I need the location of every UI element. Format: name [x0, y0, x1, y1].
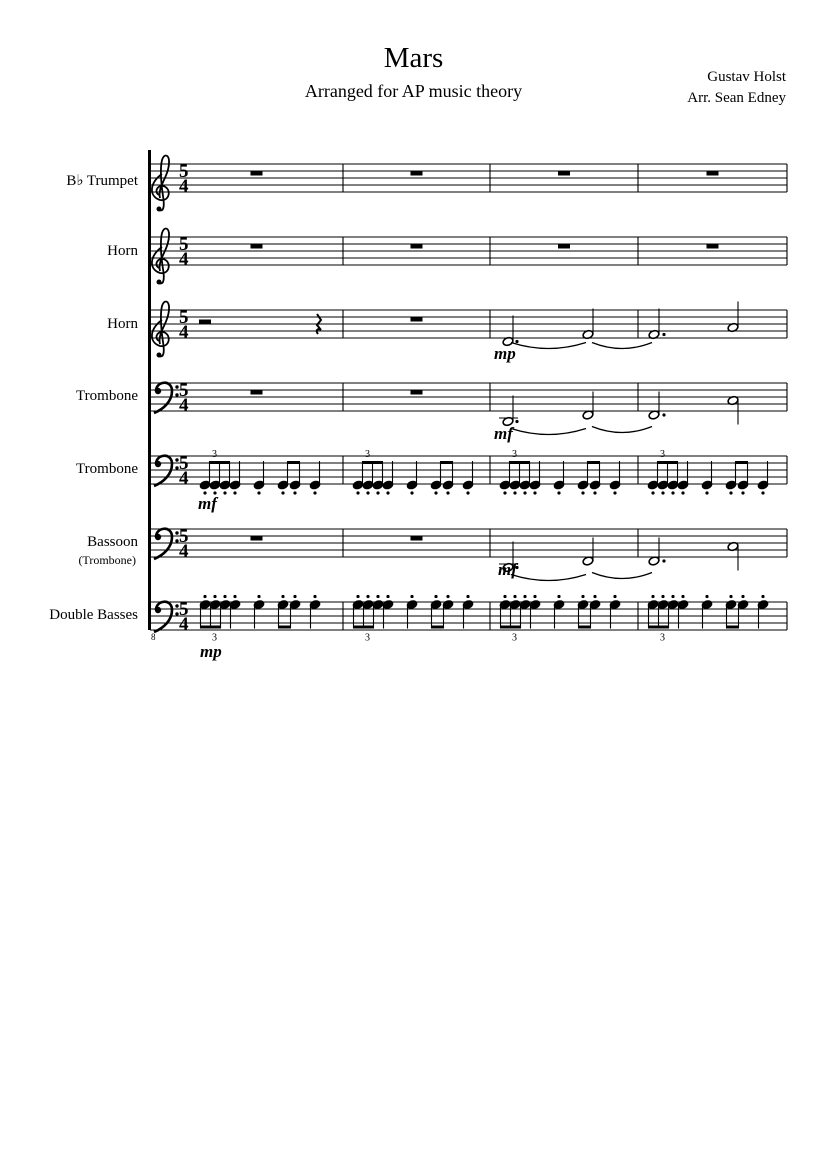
augmentation-dot — [515, 420, 518, 423]
beam — [501, 626, 521, 629]
staccato-dot — [446, 595, 449, 598]
beam — [579, 626, 591, 629]
whole-rest — [251, 244, 263, 249]
tuplet-number: 3 — [660, 449, 665, 460]
staccato-dot — [581, 595, 584, 598]
whole-rest — [558, 244, 570, 249]
tuplet-number: 3 — [512, 449, 517, 460]
time-signature-denominator: 4 — [179, 249, 189, 270]
staccato-dot — [466, 491, 469, 494]
staccato-dot — [233, 595, 236, 598]
staccato-dot — [410, 595, 413, 598]
staccato-dot — [613, 595, 616, 598]
tuplet-number: 3 — [212, 449, 217, 460]
staff-1 — [150, 164, 787, 192]
staccato-dot — [434, 491, 437, 494]
augmentation-dot — [662, 413, 665, 416]
tie — [592, 343, 652, 349]
beam — [354, 626, 374, 629]
tuplet-number: 3 — [512, 632, 517, 644]
staccato-dot — [366, 595, 369, 598]
staccato-dot — [223, 595, 226, 598]
instrument-label-trombone-2: Trombone — [76, 461, 138, 477]
staccato-dot — [366, 491, 369, 494]
staccato-dot — [257, 595, 260, 598]
time-signature-numerator: 5 — [179, 453, 189, 474]
staccato-dot — [376, 491, 379, 494]
staccato-dot — [681, 491, 684, 494]
bass-clef — [154, 456, 179, 486]
staccato-dot — [557, 595, 560, 598]
beam — [736, 461, 748, 464]
staff-3 — [150, 310, 787, 338]
staccato-dot — [741, 491, 744, 494]
augmentation-dot — [662, 333, 665, 336]
tie — [592, 573, 652, 579]
staccato-dot — [356, 491, 359, 494]
staccato-dot — [705, 595, 708, 598]
staccato-dot — [533, 595, 536, 598]
staff-2 — [150, 237, 787, 265]
staff-5 — [150, 456, 787, 484]
dynamic-mp: mp — [494, 344, 516, 363]
instrument-label-double-basses: Double Basses — [49, 607, 138, 623]
staccato-dot — [503, 491, 506, 494]
tuplet-number: 3 — [365, 449, 370, 460]
staccato-dot — [533, 491, 536, 494]
bass-clef — [154, 529, 179, 559]
beam — [288, 461, 300, 464]
whole-rest — [251, 390, 263, 395]
staccato-dot — [293, 595, 296, 598]
staccato-dot — [741, 595, 744, 598]
whole-rest — [411, 317, 423, 322]
composer-credit: Gustav Holst — [707, 69, 786, 85]
staccato-dot — [434, 595, 437, 598]
time-signature-denominator: 4 — [179, 395, 189, 416]
time-signature-numerator: 5 — [179, 526, 189, 547]
bass-clef — [154, 602, 179, 632]
staccato-dot — [729, 595, 732, 598]
time-signature-denominator: 4 — [179, 541, 189, 562]
staccato-dot — [223, 491, 226, 494]
time-signature-numerator: 5 — [179, 380, 189, 401]
staccato-dot — [313, 595, 316, 598]
dynamic-mf: mf — [198, 494, 217, 513]
dynamic-mf: mf — [494, 424, 513, 443]
beam — [727, 626, 739, 629]
tuplet-number: 3 — [365, 632, 370, 644]
beam — [432, 626, 444, 629]
whole-rest — [707, 244, 719, 249]
augmentation-dot — [515, 340, 518, 343]
staccato-dot — [386, 595, 389, 598]
staccato-dot — [661, 595, 664, 598]
staccato-dot — [503, 595, 506, 598]
time-signature-denominator: 4 — [179, 614, 189, 635]
tie — [511, 343, 586, 349]
staccato-dot — [661, 491, 664, 494]
staff-4 — [150, 383, 787, 411]
whole-rest — [558, 171, 570, 176]
instrument-label-trumpet: B♭ Trumpet — [66, 173, 138, 189]
staccato-dot — [203, 595, 206, 598]
staccato-dot — [376, 595, 379, 598]
staccato-dot — [410, 491, 413, 494]
staccato-dot — [523, 595, 526, 598]
beam — [649, 626, 669, 629]
time-signature-denominator: 4 — [179, 322, 189, 343]
dynamic-mf: mf — [498, 560, 517, 579]
staccato-dot — [233, 491, 236, 494]
octave-mark: 8 — [151, 632, 156, 642]
staccato-dot — [681, 595, 684, 598]
beam — [210, 461, 230, 464]
staff-6 — [150, 529, 787, 557]
staccato-dot — [257, 491, 260, 494]
whole-rest — [251, 536, 263, 541]
dynamic-mp: mp — [200, 642, 222, 661]
staccato-dot — [386, 491, 389, 494]
staccato-dot — [313, 491, 316, 494]
tuplet-number: 3 — [660, 632, 665, 644]
time-signature-numerator: 5 — [179, 599, 189, 620]
staccato-dot — [581, 491, 584, 494]
whole-rest — [411, 244, 423, 249]
staccato-dot — [293, 491, 296, 494]
staccato-dot — [513, 491, 516, 494]
whole-rest — [411, 390, 423, 395]
staccato-dot — [761, 595, 764, 598]
whole-rest — [707, 171, 719, 176]
staccato-dot — [761, 491, 764, 494]
tuplet-number: 3 — [212, 632, 217, 644]
time-signature-numerator: 5 — [179, 307, 189, 328]
staccato-dot — [651, 491, 654, 494]
score-subtitle: Arranged for AP music theory — [304, 81, 523, 101]
whole-rest — [411, 171, 423, 176]
staccato-dot — [651, 595, 654, 598]
system-bracket — [148, 150, 151, 630]
tie — [511, 575, 586, 581]
time-signature-denominator: 4 — [179, 176, 189, 197]
beam — [363, 461, 383, 464]
staccato-dot — [593, 595, 596, 598]
beam — [441, 461, 453, 464]
tie — [592, 427, 652, 433]
arranger-credit: Arr. Sean Edney — [687, 90, 786, 106]
instrument-label-trombone-1: Trombone — [76, 388, 138, 404]
staccato-dot — [356, 595, 359, 598]
staccato-dot — [466, 595, 469, 598]
staccato-dot — [729, 491, 732, 494]
time-signature-numerator: 5 — [179, 234, 189, 255]
tie — [511, 429, 586, 435]
staccato-dot — [671, 595, 674, 598]
instrument-label-horn-1: Horn — [107, 243, 138, 259]
staccato-dot — [705, 491, 708, 494]
staccato-dot — [593, 491, 596, 494]
whole-rest — [411, 536, 423, 541]
staccato-dot — [671, 491, 674, 494]
staccato-dot — [557, 491, 560, 494]
staccato-dot — [523, 491, 526, 494]
augmentation-dot — [662, 559, 665, 562]
half-rest — [199, 320, 211, 325]
instrument-label-bassoon: Bassoon — [87, 534, 138, 550]
bass-clef — [154, 383, 179, 413]
beam — [279, 626, 291, 629]
beam — [658, 461, 678, 464]
staccato-dot — [513, 595, 516, 598]
whole-rest — [251, 171, 263, 176]
instrument-label-horn-2: Horn — [107, 316, 138, 332]
beam — [201, 626, 221, 629]
time-signature-numerator: 5 — [179, 161, 189, 182]
score-title: Mars — [383, 42, 444, 74]
staccato-dot — [281, 595, 284, 598]
instrument-sublabel-bassoon: (Trombone) — [78, 553, 136, 567]
beam — [588, 461, 600, 464]
staccato-dot — [613, 491, 616, 494]
time-signature-denominator: 4 — [179, 468, 189, 489]
staccato-dot — [213, 595, 216, 598]
beam — [510, 461, 530, 464]
staccato-dot — [446, 491, 449, 494]
staccato-dot — [281, 491, 284, 494]
